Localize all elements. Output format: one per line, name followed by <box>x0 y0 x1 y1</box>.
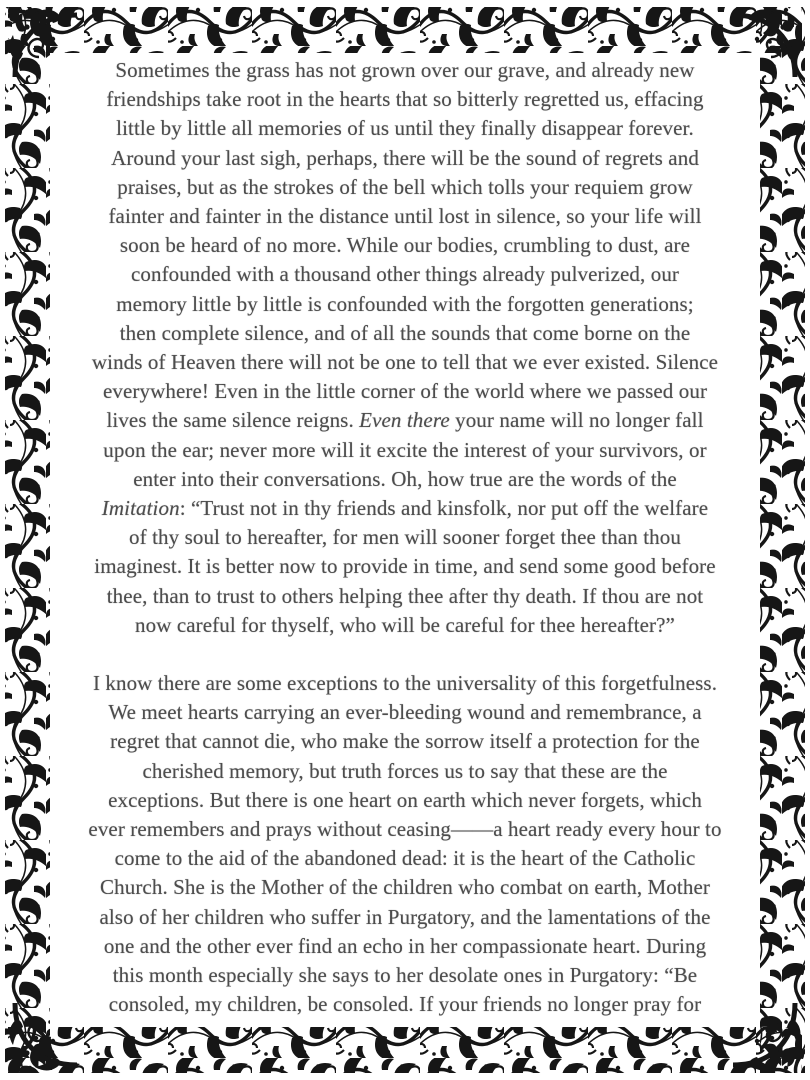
border-band-top <box>8 7 802 53</box>
border-band-right <box>760 7 805 1073</box>
text-line: little by little all memories of us until they finally disappear forever. <box>116 116 694 141</box>
text-line: cherished memory, but truth forces us to say that these are the <box>142 758 668 783</box>
text-line: upon the ear; never more will it excite the interest of your survivors, or <box>103 437 707 462</box>
text-line: Sometimes the grass has not grown over our grave, and already new <box>115 58 695 82</box>
text-line: We meet hearts carrying an ever-bleeding wound and remembrance, a <box>108 700 702 725</box>
text-line: imaginest. It is better now to provide in time, and send some good before <box>94 554 716 579</box>
border-band-bottom <box>8 1027 802 1073</box>
paragraph <box>54 669 756 1019</box>
text-line: lives the same silence reigns. Even there your name will no longer fall <box>106 408 704 433</box>
text-line: praises, but as the strokes of the bell which tolls your requiem grow <box>117 174 693 199</box>
text-line: this month especially she says to her desolate ones in Purgatory: “Be <box>112 963 698 988</box>
text-line: then complete silence, and of all the sounds that come borne on the <box>119 320 691 345</box>
text-line: winds of Heaven there will not be one to tell that we ever existed. Silence <box>91 350 719 375</box>
paragraph <box>54 56 756 640</box>
text-line: confounded with a thousand other things already pulverized, our <box>130 262 680 287</box>
border-band-left <box>5 7 50 1073</box>
text-line: Church. She is the Mother of the children who combat on earth, Mother <box>100 875 710 900</box>
text-line: one and the other ever find an echo in her compassionate heart. During <box>103 933 707 958</box>
text-line: of thy soul to hereafter, for men will sooner forget thee than thou <box>129 525 681 550</box>
text-line: enter into their conversations. Oh, how true are the words of the <box>133 466 677 491</box>
text-line: memory little by little is confounded with the forgotten generations; <box>116 291 694 316</box>
text-line: Around your last sigh, perhaps, there will be the sound of regrets and <box>111 145 699 170</box>
text-line: Imitation: “Trust not in thy friends and kinsfolk, nor put off the welfare <box>101 496 709 521</box>
text-line: fainter and fainter in the distance until lost in silence, so your life will <box>108 204 702 229</box>
page-text <box>54 56 756 1020</box>
text-line: exceptions. But there is one heart on earth which never forgets, which <box>108 787 702 812</box>
text-line: ever remembers and prays without ceasing——a heart ready every hour to <box>88 817 722 842</box>
text-line: now careful for thyself, who will be careful for thee hereafter?” <box>135 612 675 637</box>
text-line: soon be heard of no more. While our bodies, crumbling to dust, are <box>119 233 691 258</box>
text-line: regret that cannot die, who make the sorrow itself a protection for the <box>110 729 700 754</box>
text-line: thee, than to trust to others helping thee after thy death. If thou are not <box>106 583 704 608</box>
text-line: consoled, my children, be consoled. If your friends no longer pray for <box>108 992 702 1017</box>
text-line: I know there are some exceptions to the universality of this forgetfulness. <box>92 671 718 696</box>
text-line: also of her children who suffer in Purgatory, and the lamentations of the <box>99 904 711 929</box>
text-line: friendships take root in the hearts that so bitterly regretted us, effacing <box>106 87 704 112</box>
text-line: come to the aid of the abandoned dead: it is the heart of the Catholic <box>114 846 696 871</box>
text-line: everywhere! Even in the little corner of the world where we passed our <box>102 379 708 404</box>
